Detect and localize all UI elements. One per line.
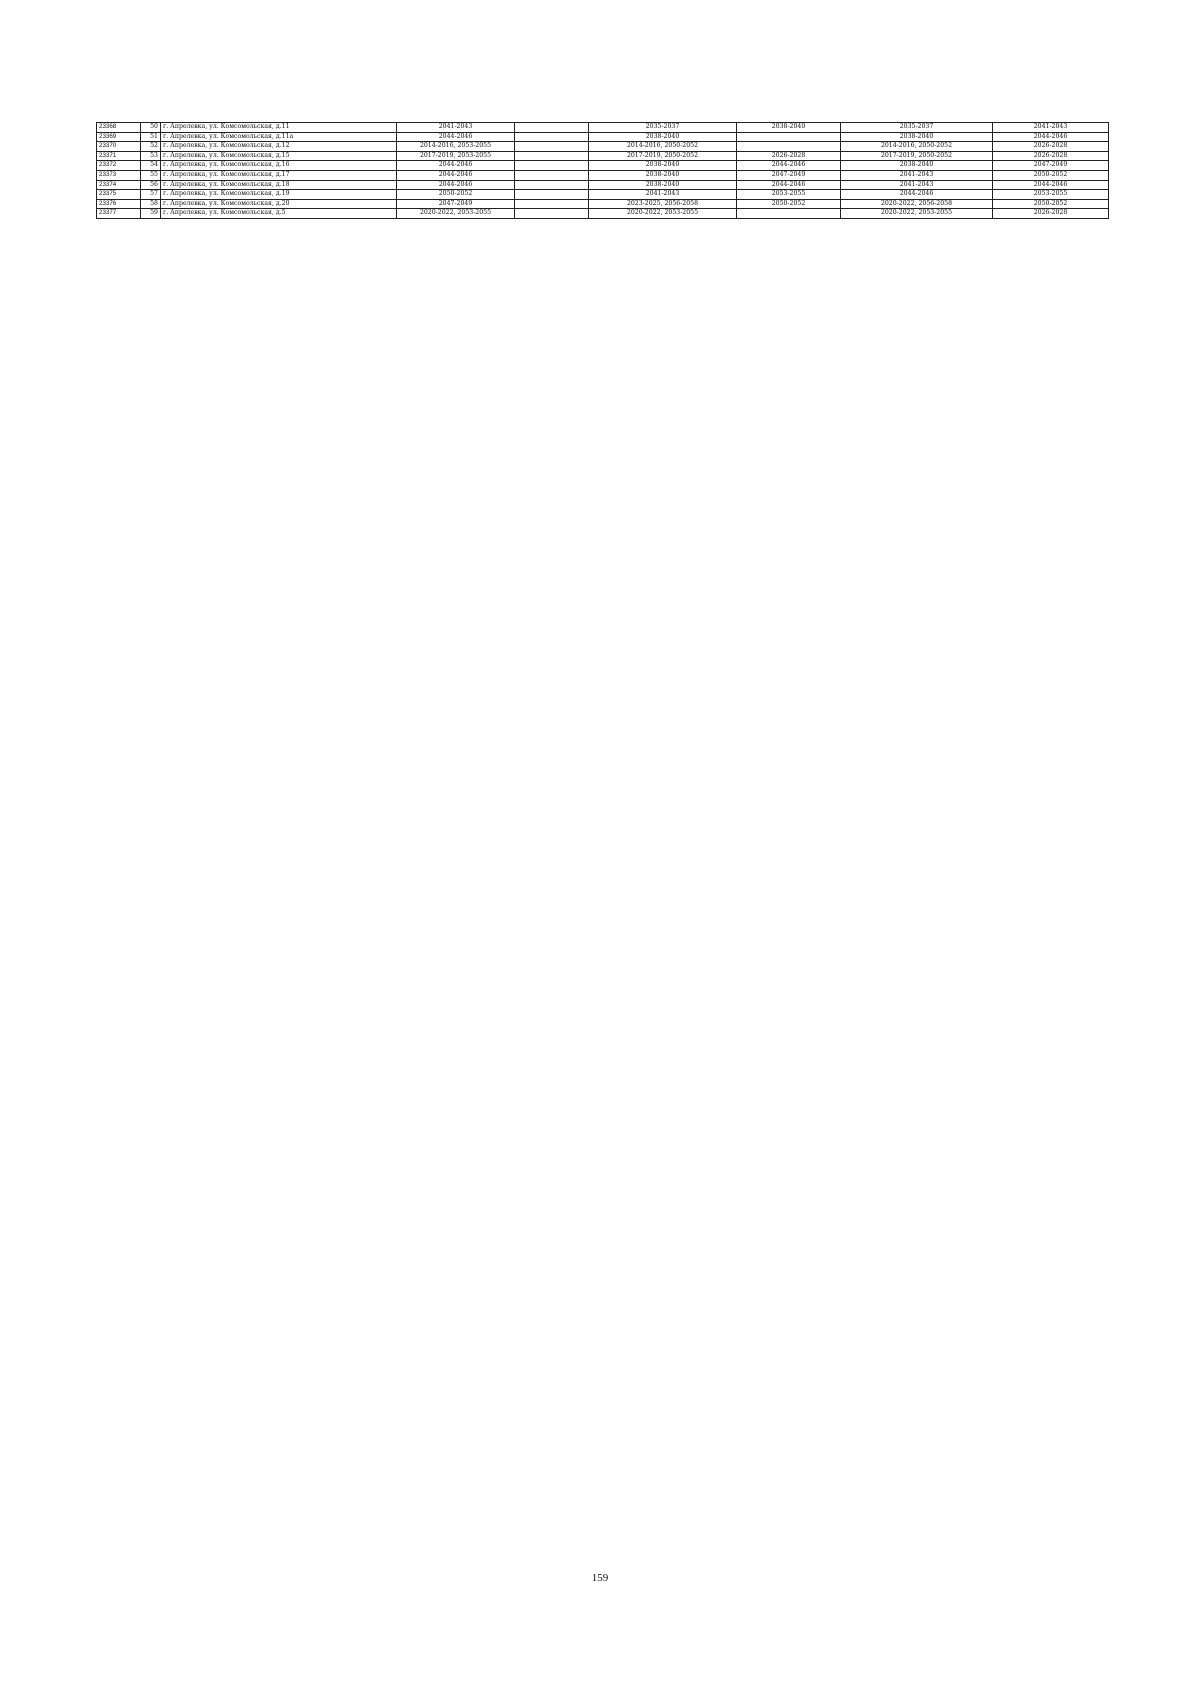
address-cell: г. Апрелевка, ул. Комсомольская, д.12 <box>161 142 397 152</box>
period-cell: 2038-2040 <box>589 170 737 180</box>
address-cell: г. Апрелевка, ул. Комсомольская, д.17 <box>161 170 397 180</box>
record-id-cell: 23369 <box>97 132 141 142</box>
period-cell: 2017-2019, 2050-2052 <box>589 151 737 161</box>
period-cell: 2017-2019, 2050-2052 <box>841 151 993 161</box>
period-cell: 2041-2043 <box>841 170 993 180</box>
table-row <box>97 180 1109 190</box>
period-cell: 2014-2016, 2050-2052 <box>589 142 737 152</box>
period-cell: 2047-2049 <box>737 170 841 180</box>
period-cell: 2050-2052 <box>737 199 841 209</box>
period-cell <box>515 142 589 152</box>
period-cell: 2047-2049 <box>397 199 515 209</box>
period-cell: 2053-2055 <box>737 190 841 200</box>
period-cell: 2026-2028 <box>737 151 841 161</box>
address-cell: г. Апрелевка, ул. Комсомольская, д.5 <box>161 209 397 219</box>
buildings-table <box>96 122 1109 219</box>
period-cell: 2020-2022, 2053-2055 <box>397 209 515 219</box>
period-cell <box>737 132 841 142</box>
period-cell: 2035-2037 <box>589 123 737 133</box>
table-row <box>97 199 1109 209</box>
address-cell: г. Апрелевка, ул. Комсомольская, д.11 <box>161 123 397 133</box>
period-cell: 2014-2016, 2053-2055 <box>397 142 515 152</box>
period-cell: 2038-2040 <box>841 161 993 171</box>
period-cell: 2047-2049 <box>993 161 1109 171</box>
period-cell <box>737 209 841 219</box>
period-cell: 2020-2022, 2056-2058 <box>841 199 993 209</box>
row-number-cell: 55 <box>141 170 161 180</box>
document-table-area <box>96 122 1108 219</box>
record-id-cell: 23372 <box>97 161 141 171</box>
period-cell: 2050-2052 <box>993 199 1109 209</box>
address-cell: г. Апрелевка, ул. Комсомольская, д.16 <box>161 161 397 171</box>
period-cell: 2038-2040 <box>841 132 993 142</box>
period-cell <box>515 209 589 219</box>
row-number-cell: 54 <box>141 161 161 171</box>
table-row <box>97 151 1109 161</box>
table-row <box>97 161 1109 171</box>
address-cell: г. Апрелевка, ул. Комсомольская, д.15 <box>161 151 397 161</box>
record-id-cell: 23376 <box>97 199 141 209</box>
period-cell: 2035-2037 <box>841 123 993 133</box>
row-number-cell: 59 <box>141 209 161 219</box>
period-cell <box>515 151 589 161</box>
record-id-cell: 23368 <box>97 123 141 133</box>
period-cell: 2038-2040 <box>589 132 737 142</box>
row-number-cell: 53 <box>141 151 161 161</box>
record-id-cell: 23374 <box>97 180 141 190</box>
table-row <box>97 170 1109 180</box>
period-cell: 2023-2025, 2056-2058 <box>589 199 737 209</box>
record-id-cell: 23370 <box>97 142 141 152</box>
table-row <box>97 142 1109 152</box>
address-cell: г. Апрелевка, ул. Комсомольская, д.19 <box>161 190 397 200</box>
address-cell: г. Апрелевка, ул. Комсомольская, д.11а <box>161 132 397 142</box>
table-row <box>97 209 1109 219</box>
address-cell: г. Апрелевка, ул. Комсомольская, д.18 <box>161 180 397 190</box>
period-cell <box>737 142 841 152</box>
period-cell: 2050-2052 <box>397 190 515 200</box>
period-cell <box>515 180 589 190</box>
record-id-cell: 23373 <box>97 170 141 180</box>
row-number-cell: 51 <box>141 132 161 142</box>
period-cell: 2014-2016, 2050-2052 <box>841 142 993 152</box>
period-cell: 2017-2019, 2053-2055 <box>397 151 515 161</box>
row-number-cell: 52 <box>141 142 161 152</box>
period-cell: 2026-2028 <box>993 209 1109 219</box>
row-number-cell: 58 <box>141 199 161 209</box>
period-cell: 2044-2046 <box>737 180 841 190</box>
row-number-cell: 57 <box>141 190 161 200</box>
period-cell: 2038-2040 <box>589 180 737 190</box>
period-cell: 2044-2046 <box>737 161 841 171</box>
period-cell <box>515 123 589 133</box>
period-cell: 2044-2046 <box>397 180 515 190</box>
period-cell: 2020-2022, 2053-2055 <box>841 209 993 219</box>
record-id-cell: 23375 <box>97 190 141 200</box>
period-cell: 2026-2028 <box>993 151 1109 161</box>
period-cell: 2044-2046 <box>397 170 515 180</box>
period-cell: 2044-2046 <box>993 132 1109 142</box>
row-number-cell: 50 <box>141 123 161 133</box>
period-cell: 2038-2040 <box>589 161 737 171</box>
period-cell: 2044-2046 <box>397 161 515 171</box>
table-row <box>97 190 1109 200</box>
period-cell: 2026-2028 <box>993 142 1109 152</box>
period-cell <box>515 190 589 200</box>
period-cell <box>515 170 589 180</box>
period-cell: 2041-2043 <box>589 190 737 200</box>
record-id-cell: 23377 <box>97 209 141 219</box>
period-cell: 2038-2040 <box>737 123 841 133</box>
table-row <box>97 132 1109 142</box>
period-cell: 2044-2046 <box>993 180 1109 190</box>
period-cell: 2044-2046 <box>397 132 515 142</box>
period-cell: 2050-2052 <box>993 170 1109 180</box>
period-cell: 2053-2055 <box>993 190 1109 200</box>
period-cell: 2044-2046 <box>841 190 993 200</box>
period-cell: 2041-2043 <box>841 180 993 190</box>
period-cell: 2041-2043 <box>397 123 515 133</box>
record-id-cell: 23371 <box>97 151 141 161</box>
period-cell <box>515 132 589 142</box>
address-cell: г. Апрелевка, ул. Комсомольская, д.20 <box>161 199 397 209</box>
period-cell: 2020-2022, 2053-2055 <box>589 209 737 219</box>
page-number: 159 <box>591 1572 609 1584</box>
period-cell: 2041-2043 <box>993 123 1109 133</box>
table-row <box>97 123 1109 133</box>
row-number-cell: 56 <box>141 180 161 190</box>
period-cell <box>515 199 589 209</box>
period-cell <box>515 161 589 171</box>
